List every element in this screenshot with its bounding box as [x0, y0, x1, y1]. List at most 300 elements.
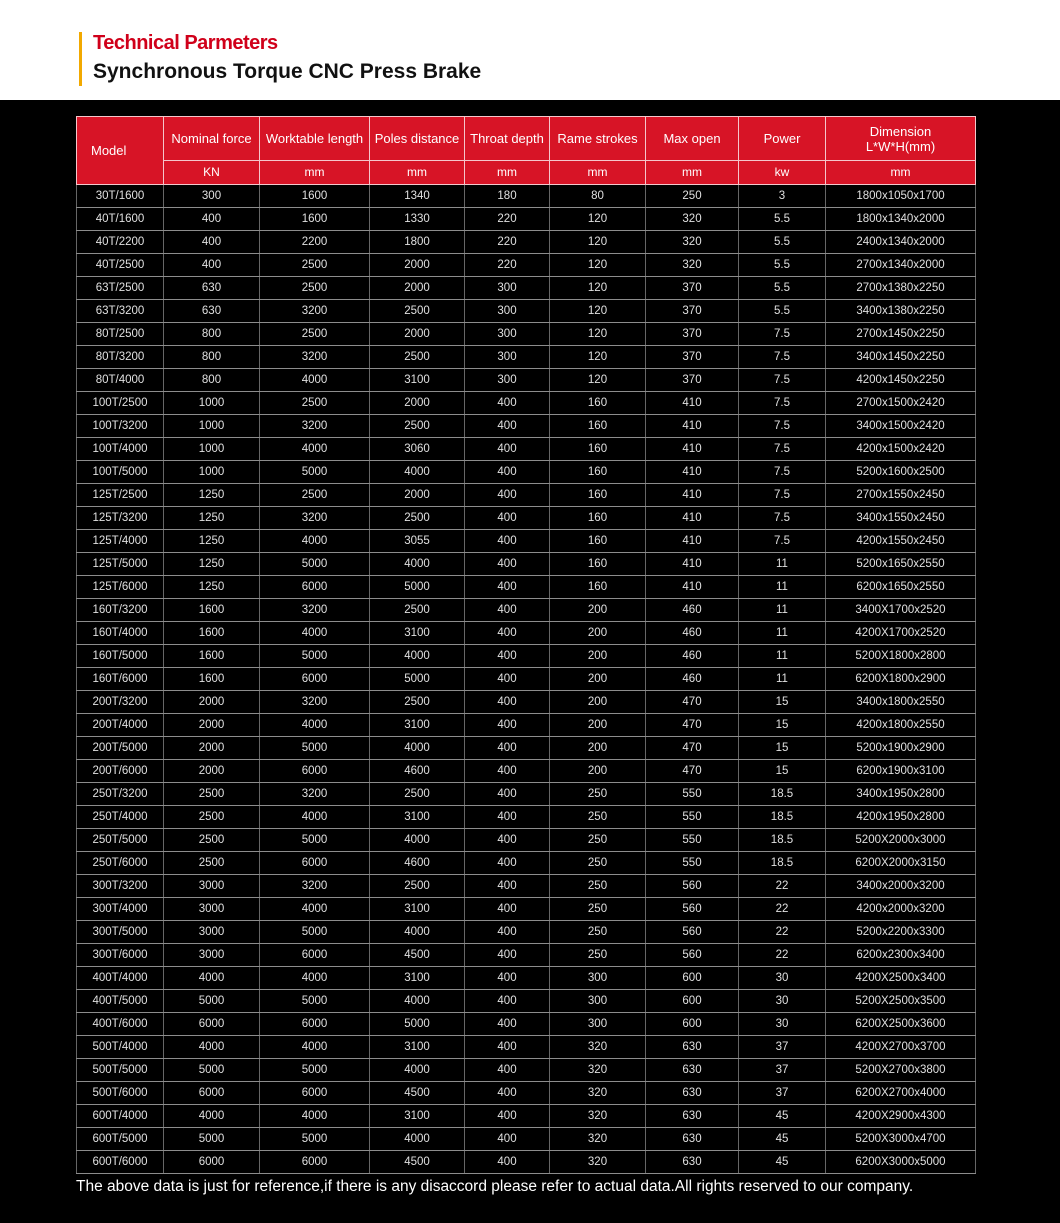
cell-max-open: 560 — [646, 875, 739, 898]
table-unit-row — [77, 161, 976, 185]
cell-ram-strokes: 250 — [550, 921, 646, 944]
cell-throat-depth: 400 — [465, 1128, 550, 1151]
table-row — [77, 438, 976, 461]
table-row — [77, 1013, 976, 1036]
column-header-max-open: Max open — [646, 117, 739, 161]
cell-model: 100T/5000 — [77, 461, 164, 484]
cell-model: 40T/2500 — [77, 254, 164, 277]
cell-nominal-force: 1000 — [164, 461, 260, 484]
cell-poles-distance: 4500 — [370, 944, 465, 967]
cell-ram-strokes: 200 — [550, 691, 646, 714]
table-row — [77, 1151, 976, 1174]
table-row — [77, 599, 976, 622]
cell-max-open: 470 — [646, 691, 739, 714]
cell-ram-strokes: 160 — [550, 438, 646, 461]
table-row — [77, 622, 976, 645]
cell-throat-depth: 400 — [465, 415, 550, 438]
cell-ram-strokes: 300 — [550, 967, 646, 990]
cell-poles-distance: 4000 — [370, 921, 465, 944]
cell-poles-distance: 2500 — [370, 783, 465, 806]
cell-ram-strokes: 120 — [550, 254, 646, 277]
cell-nominal-force: 400 — [164, 254, 260, 277]
cell-poles-distance: 5000 — [370, 1013, 465, 1036]
cell-ram-strokes: 160 — [550, 484, 646, 507]
table-row — [77, 1036, 976, 1059]
cell-model: 300T/5000 — [77, 921, 164, 944]
cell-power: 7.5 — [739, 507, 826, 530]
cell-dimension: 2700x1380x2250 — [826, 277, 976, 300]
cell-power: 11 — [739, 668, 826, 691]
cell-worktable-length: 4000 — [260, 438, 370, 461]
cell-worktable-length: 1600 — [260, 185, 370, 208]
cell-dimension: 4200x1800x2550 — [826, 714, 976, 737]
cell-max-open: 470 — [646, 760, 739, 783]
table-row — [77, 185, 976, 208]
cell-ram-strokes: 80 — [550, 185, 646, 208]
cell-max-open: 250 — [646, 185, 739, 208]
cell-max-open: 470 — [646, 714, 739, 737]
cell-worktable-length: 3200 — [260, 691, 370, 714]
cell-power: 45 — [739, 1128, 826, 1151]
cell-poles-distance: 3100 — [370, 898, 465, 921]
cell-throat-depth: 300 — [465, 369, 550, 392]
cell-ram-strokes: 120 — [550, 231, 646, 254]
cell-model: 100T/2500 — [77, 392, 164, 415]
cell-dimension: 4200x1450x2250 — [826, 369, 976, 392]
cell-throat-depth: 400 — [465, 852, 550, 875]
cell-ram-strokes: 160 — [550, 461, 646, 484]
cell-power: 22 — [739, 944, 826, 967]
cell-nominal-force: 5000 — [164, 1059, 260, 1082]
cell-throat-depth: 400 — [465, 691, 550, 714]
table-body — [77, 185, 976, 1174]
dimension-label: Dimension — [869, 123, 932, 139]
cell-worktable-length: 3200 — [260, 346, 370, 369]
table-row — [77, 737, 976, 760]
cell-nominal-force: 630 — [164, 277, 260, 300]
cell-ram-strokes: 160 — [550, 530, 646, 553]
cell-worktable-length: 4000 — [260, 530, 370, 553]
cell-nominal-force: 3000 — [164, 944, 260, 967]
cell-dimension: 4200X2500x3400 — [826, 967, 976, 990]
cell-max-open: 600 — [646, 990, 739, 1013]
cell-nominal-force: 4000 — [164, 967, 260, 990]
cell-worktable-length: 3200 — [260, 783, 370, 806]
cell-poles-distance: 3100 — [370, 369, 465, 392]
cell-power: 3 — [739, 185, 826, 208]
cell-model: 500T/4000 — [77, 1036, 164, 1059]
cell-poles-distance: 4000 — [370, 461, 465, 484]
cell-max-open: 410 — [646, 461, 739, 484]
cell-model: 80T/3200 — [77, 346, 164, 369]
table-row — [77, 944, 976, 967]
cell-worktable-length: 5000 — [260, 921, 370, 944]
cell-throat-depth: 400 — [465, 1151, 550, 1174]
table-row — [77, 760, 976, 783]
cell-dimension: 5200x1900x2900 — [826, 737, 976, 760]
cell-max-open: 460 — [646, 599, 739, 622]
cell-max-open: 410 — [646, 553, 739, 576]
cell-ram-strokes: 200 — [550, 737, 646, 760]
cell-throat-depth: 400 — [465, 461, 550, 484]
table-row — [77, 346, 976, 369]
cell-power: 15 — [739, 760, 826, 783]
dimension-sublabel: L*W*H(mm) — [865, 138, 936, 154]
table-row — [77, 1105, 976, 1128]
table-row — [77, 668, 976, 691]
cell-dimension: 2700x1340x2000 — [826, 254, 976, 277]
cell-dimension: 5200X3000x4700 — [826, 1128, 976, 1151]
cell-max-open: 600 — [646, 1013, 739, 1036]
cell-power: 7.5 — [739, 392, 826, 415]
cell-model: 80T/4000 — [77, 369, 164, 392]
cell-poles-distance: 1340 — [370, 185, 465, 208]
cell-poles-distance: 3055 — [370, 530, 465, 553]
cell-max-open: 630 — [646, 1082, 739, 1105]
table-row — [77, 277, 976, 300]
table-row — [77, 231, 976, 254]
cell-dimension: 6200X3000x5000 — [826, 1151, 976, 1174]
cell-worktable-length: 6000 — [260, 1151, 370, 1174]
table-row — [77, 714, 976, 737]
cell-ram-strokes: 250 — [550, 944, 646, 967]
cell-ram-strokes: 320 — [550, 1036, 646, 1059]
cell-model: 400T/4000 — [77, 967, 164, 990]
cell-model: 125T/6000 — [77, 576, 164, 599]
cell-model: 500T/5000 — [77, 1059, 164, 1082]
table-header-row — [77, 117, 976, 161]
cell-ram-strokes: 200 — [550, 645, 646, 668]
cell-model: 300T/4000 — [77, 898, 164, 921]
cell-model: 200T/4000 — [77, 714, 164, 737]
cell-throat-depth: 400 — [465, 829, 550, 852]
cell-model: 40T/1600 — [77, 208, 164, 231]
cell-dimension: 3400x1500x2420 — [826, 415, 976, 438]
cell-dimension: 3400x1950x2800 — [826, 783, 976, 806]
cell-model: 125T/5000 — [77, 553, 164, 576]
cell-worktable-length: 4000 — [260, 1105, 370, 1128]
cell-worktable-length: 5000 — [260, 1128, 370, 1151]
cell-ram-strokes: 320 — [550, 1151, 646, 1174]
table-row — [77, 691, 976, 714]
cell-power: 7.5 — [739, 415, 826, 438]
column-header-poles-distance: Poles distance — [370, 117, 465, 161]
cell-model: 250T/6000 — [77, 852, 164, 875]
cell-dimension: 1800x1050x1700 — [826, 185, 976, 208]
cell-ram-strokes: 250 — [550, 829, 646, 852]
cell-model: 250T/4000 — [77, 806, 164, 829]
cell-model: 160T/5000 — [77, 645, 164, 668]
cell-model: 160T/4000 — [77, 622, 164, 645]
cell-max-open: 630 — [646, 1036, 739, 1059]
cell-poles-distance: 3100 — [370, 1105, 465, 1128]
cell-poles-distance: 3100 — [370, 1036, 465, 1059]
cell-dimension: 6200x1900x3100 — [826, 760, 976, 783]
cell-model: 200T/3200 — [77, 691, 164, 714]
cell-worktable-length: 5000 — [260, 461, 370, 484]
cell-nominal-force: 2000 — [164, 691, 260, 714]
cell-dimension: 5200X1800x2800 — [826, 645, 976, 668]
cell-power: 22 — [739, 921, 826, 944]
cell-throat-depth: 220 — [465, 208, 550, 231]
cell-worktable-length: 4000 — [260, 1036, 370, 1059]
cell-dimension: 5200X2500x3500 — [826, 990, 976, 1013]
unit-worktable-length: mm — [260, 161, 370, 185]
cell-power: 18.5 — [739, 783, 826, 806]
cell-max-open: 560 — [646, 944, 739, 967]
cell-dimension: 3400x2000x3200 — [826, 875, 976, 898]
cell-dimension: 5200x2200x3300 — [826, 921, 976, 944]
table-row — [77, 507, 976, 530]
cell-throat-depth: 400 — [465, 1013, 550, 1036]
cell-poles-distance: 4500 — [370, 1082, 465, 1105]
cell-worktable-length: 5000 — [260, 553, 370, 576]
cell-worktable-length: 2500 — [260, 277, 370, 300]
cell-model: 300T/6000 — [77, 944, 164, 967]
cell-poles-distance: 2500 — [370, 599, 465, 622]
cell-max-open: 560 — [646, 921, 739, 944]
cell-poles-distance: 1330 — [370, 208, 465, 231]
cell-max-open: 460 — [646, 668, 739, 691]
cell-dimension: 6200X2500x3600 — [826, 1013, 976, 1036]
cell-poles-distance: 4600 — [370, 760, 465, 783]
cell-model: 400T/5000 — [77, 990, 164, 1013]
cell-nominal-force: 800 — [164, 323, 260, 346]
cell-power: 45 — [739, 1151, 826, 1174]
cell-nominal-force: 400 — [164, 208, 260, 231]
cell-model: 30T/1600 — [77, 185, 164, 208]
cell-throat-depth: 400 — [465, 576, 550, 599]
cell-throat-depth: 400 — [465, 760, 550, 783]
cell-power: 11 — [739, 599, 826, 622]
cell-poles-distance: 2500 — [370, 346, 465, 369]
cell-worktable-length: 6000 — [260, 760, 370, 783]
cell-worktable-length: 6000 — [260, 668, 370, 691]
column-header-dimension — [826, 117, 976, 161]
cell-worktable-length: 6000 — [260, 1082, 370, 1105]
cell-power: 30 — [739, 990, 826, 1013]
unit-throat-depth: mm — [465, 161, 550, 185]
cell-worktable-length: 2200 — [260, 231, 370, 254]
cell-throat-depth: 180 — [465, 185, 550, 208]
cell-nominal-force: 1250 — [164, 507, 260, 530]
table-row — [77, 898, 976, 921]
cell-power: 5.5 — [739, 231, 826, 254]
cell-worktable-length: 5000 — [260, 737, 370, 760]
cell-poles-distance: 2000 — [370, 484, 465, 507]
table-row — [77, 530, 976, 553]
cell-power: 18.5 — [739, 852, 826, 875]
unit-dimension: mm — [826, 161, 976, 185]
cell-power: 5.5 — [739, 277, 826, 300]
cell-poles-distance: 4600 — [370, 852, 465, 875]
cell-ram-strokes: 160 — [550, 392, 646, 415]
cell-poles-distance: 2000 — [370, 323, 465, 346]
cell-power: 45 — [739, 1105, 826, 1128]
cell-worktable-length: 6000 — [260, 1013, 370, 1036]
table-row — [77, 1082, 976, 1105]
cell-max-open: 370 — [646, 369, 739, 392]
cell-nominal-force: 4000 — [164, 1105, 260, 1128]
cell-ram-strokes: 160 — [550, 415, 646, 438]
cell-dimension: 4200x1950x2800 — [826, 806, 976, 829]
cell-model: 200T/5000 — [77, 737, 164, 760]
table-row — [77, 369, 976, 392]
cell-poles-distance: 2500 — [370, 691, 465, 714]
cell-power: 7.5 — [739, 369, 826, 392]
cell-dimension: 5200x1650x2550 — [826, 553, 976, 576]
cell-power: 7.5 — [739, 346, 826, 369]
cell-throat-depth: 400 — [465, 875, 550, 898]
cell-power: 7.5 — [739, 438, 826, 461]
cell-power: 30 — [739, 1013, 826, 1036]
cell-max-open: 550 — [646, 829, 739, 852]
cell-model: 200T/6000 — [77, 760, 164, 783]
cell-ram-strokes: 250 — [550, 783, 646, 806]
cell-power: 5.5 — [739, 254, 826, 277]
cell-ram-strokes: 250 — [550, 875, 646, 898]
cell-worktable-length: 4000 — [260, 714, 370, 737]
cell-dimension: 2700x1500x2420 — [826, 392, 976, 415]
cell-dimension: 4200X2700x3700 — [826, 1036, 976, 1059]
cell-nominal-force: 1600 — [164, 668, 260, 691]
cell-poles-distance: 5000 — [370, 576, 465, 599]
cell-nominal-force: 5000 — [164, 990, 260, 1013]
cell-worktable-length: 3200 — [260, 599, 370, 622]
cell-ram-strokes: 320 — [550, 1059, 646, 1082]
cell-nominal-force: 1600 — [164, 599, 260, 622]
cell-poles-distance: 4000 — [370, 737, 465, 760]
cell-model: 125T/4000 — [77, 530, 164, 553]
cell-poles-distance: 2500 — [370, 415, 465, 438]
accent-bar — [79, 32, 82, 86]
cell-ram-strokes: 300 — [550, 1013, 646, 1036]
cell-max-open: 370 — [646, 300, 739, 323]
cell-model: 80T/2500 — [77, 323, 164, 346]
cell-throat-depth: 400 — [465, 438, 550, 461]
section-title: Technical Parmeters — [93, 32, 278, 54]
cell-power: 22 — [739, 898, 826, 921]
cell-max-open: 370 — [646, 277, 739, 300]
cell-nominal-force: 3000 — [164, 875, 260, 898]
cell-throat-depth: 400 — [465, 392, 550, 415]
cell-worktable-length: 2500 — [260, 392, 370, 415]
cell-max-open: 470 — [646, 737, 739, 760]
cell-model: 600T/6000 — [77, 1151, 164, 1174]
cell-nominal-force: 2500 — [164, 852, 260, 875]
cell-power: 15 — [739, 737, 826, 760]
cell-worktable-length: 3200 — [260, 507, 370, 530]
table-row — [77, 806, 976, 829]
cell-worktable-length: 4000 — [260, 806, 370, 829]
cell-nominal-force: 3000 — [164, 898, 260, 921]
cell-ram-strokes: 120 — [550, 323, 646, 346]
cell-ram-strokes: 120 — [550, 300, 646, 323]
cell-worktable-length: 3200 — [260, 415, 370, 438]
cell-nominal-force: 1250 — [164, 530, 260, 553]
cell-power: 30 — [739, 967, 826, 990]
cell-nominal-force: 1250 — [164, 553, 260, 576]
cell-max-open: 410 — [646, 484, 739, 507]
cell-model: 160T/6000 — [77, 668, 164, 691]
cell-max-open: 630 — [646, 1059, 739, 1082]
cell-model: 40T/2200 — [77, 231, 164, 254]
cell-model: 500T/6000 — [77, 1082, 164, 1105]
cell-power: 15 — [739, 714, 826, 737]
cell-max-open: 320 — [646, 231, 739, 254]
cell-max-open: 410 — [646, 576, 739, 599]
cell-throat-depth: 400 — [465, 645, 550, 668]
cell-dimension: 2700x1550x2450 — [826, 484, 976, 507]
cell-ram-strokes: 320 — [550, 1128, 646, 1151]
column-header-nominal-force: Nominal force — [164, 117, 260, 161]
cell-poles-distance: 3100 — [370, 714, 465, 737]
cell-max-open: 370 — [646, 346, 739, 369]
cell-model: 250T/3200 — [77, 783, 164, 806]
cell-nominal-force: 2500 — [164, 783, 260, 806]
cell-worktable-length: 5000 — [260, 645, 370, 668]
cell-power: 11 — [739, 645, 826, 668]
table-row — [77, 990, 976, 1013]
cell-ram-strokes: 200 — [550, 714, 646, 737]
cell-nominal-force: 1000 — [164, 392, 260, 415]
table-row — [77, 1128, 976, 1151]
cell-nominal-force: 1250 — [164, 576, 260, 599]
cell-ram-strokes: 120 — [550, 277, 646, 300]
cell-power: 11 — [739, 576, 826, 599]
cell-model: 100T/3200 — [77, 415, 164, 438]
cell-worktable-length: 2500 — [260, 254, 370, 277]
cell-model: 250T/5000 — [77, 829, 164, 852]
cell-power: 7.5 — [739, 530, 826, 553]
cell-throat-depth: 400 — [465, 622, 550, 645]
cell-throat-depth: 400 — [465, 737, 550, 760]
cell-model: 63T/2500 — [77, 277, 164, 300]
cell-throat-depth: 400 — [465, 484, 550, 507]
cell-nominal-force: 6000 — [164, 1082, 260, 1105]
cell-max-open: 370 — [646, 323, 739, 346]
cell-power: 7.5 — [739, 323, 826, 346]
cell-poles-distance: 2000 — [370, 254, 465, 277]
unit-nominal-force: KN — [164, 161, 260, 185]
cell-worktable-length: 2500 — [260, 323, 370, 346]
cell-throat-depth: 220 — [465, 254, 550, 277]
cell-max-open: 630 — [646, 1105, 739, 1128]
cell-max-open: 320 — [646, 254, 739, 277]
cell-ram-strokes: 320 — [550, 1105, 646, 1128]
cell-model: 63T/3200 — [77, 300, 164, 323]
cell-throat-depth: 400 — [465, 921, 550, 944]
cell-model: 300T/3200 — [77, 875, 164, 898]
table-row — [77, 967, 976, 990]
cell-dimension: 1800x1340x2000 — [826, 208, 976, 231]
cell-model: 125T/3200 — [77, 507, 164, 530]
page-header — [0, 0, 1060, 100]
cell-worktable-length: 3200 — [260, 300, 370, 323]
unit-power: kw — [739, 161, 826, 185]
cell-throat-depth: 300 — [465, 277, 550, 300]
cell-nominal-force: 1250 — [164, 484, 260, 507]
cell-nominal-force: 2000 — [164, 760, 260, 783]
cell-poles-distance: 2500 — [370, 300, 465, 323]
cell-ram-strokes: 160 — [550, 576, 646, 599]
cell-worktable-length: 6000 — [260, 852, 370, 875]
cell-dimension: 6200x1650x2550 — [826, 576, 976, 599]
cell-throat-depth: 400 — [465, 806, 550, 829]
cell-poles-distance: 2000 — [370, 392, 465, 415]
cell-worktable-length: 6000 — [260, 576, 370, 599]
table-row — [77, 323, 976, 346]
